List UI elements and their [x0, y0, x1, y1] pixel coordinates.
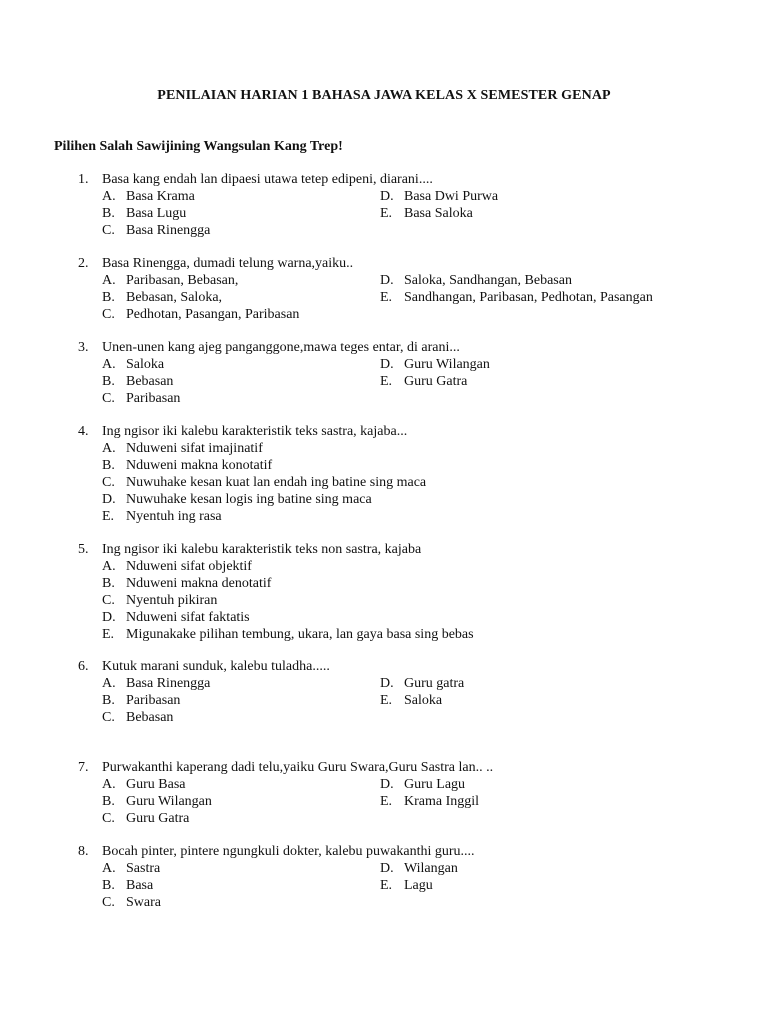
- option-letter: C.: [102, 223, 115, 238]
- page-title: PENILAIAN HARIAN 1 BAHASA JAWA KELAS X SEMESTER GENAP: [157, 88, 611, 103]
- option-letter: E.: [102, 509, 115, 524]
- option-letter: D.: [380, 777, 394, 792]
- question-number: 3.: [78, 340, 89, 355]
- option-text: Sandhangan, Paribasan, Pedhotan, Pasangan: [404, 290, 653, 305]
- option-letter: E.: [380, 374, 393, 389]
- question-text: Kutuk marani sunduk, kalebu tuladha.....: [102, 659, 330, 674]
- option-text: Paribasan: [126, 391, 181, 406]
- option-text: Nduweni sifat imajinatif: [126, 441, 263, 456]
- option-text: Nduweni sifat faktatis: [126, 610, 250, 625]
- option-letter: B.: [102, 576, 115, 591]
- option-text: Guru Wilangan: [126, 794, 212, 809]
- option-text: Basa Rinengga: [126, 223, 211, 238]
- option-letter: D.: [102, 610, 116, 625]
- question-text: Purwakanthi kaperang dadi telu,yaiku Guru Swara,Guru Sastra lan.. ..: [102, 760, 494, 775]
- option-letter: A.: [102, 861, 116, 876]
- option-text: Nyentuh ing rasa: [126, 509, 222, 524]
- option-text: Basa Rinengga: [126, 676, 211, 691]
- option-letter: B.: [102, 693, 115, 708]
- question-number: 8.: [78, 844, 89, 859]
- option-letter: E.: [102, 627, 115, 642]
- option-text: Paribasan, Bebasan,: [126, 273, 239, 288]
- option-text: Guru Lagu: [404, 777, 466, 792]
- option-letter: C.: [102, 811, 115, 826]
- option-text: Bebasan: [126, 710, 174, 725]
- option-letter: A.: [102, 441, 116, 456]
- option-letter: E.: [380, 693, 393, 708]
- option-text: Nduweni sifat objektif: [126, 559, 252, 574]
- question-text: Basa kang endah lan dipaesi utawa tetep edipeni, diarani....: [102, 172, 433, 187]
- option-letter: E.: [380, 878, 393, 893]
- option-letter: C.: [102, 475, 115, 490]
- question-number: 7.: [78, 760, 89, 775]
- option-text: Nuwuhake kesan kuat lan endah ing batine sing maca: [126, 475, 427, 490]
- option-letter: B.: [102, 290, 115, 305]
- option-text: Paribasan: [126, 693, 181, 708]
- option-text: Basa Krama: [126, 189, 195, 204]
- option-letter: D.: [380, 861, 394, 876]
- option-text: Basa Lugu: [126, 206, 187, 221]
- option-text: Bebasan: [126, 374, 174, 389]
- option-letter: B.: [102, 458, 115, 473]
- option-letter: A.: [102, 676, 116, 691]
- option-letter: B.: [102, 206, 115, 221]
- option-letter: D.: [380, 189, 394, 204]
- option-letter: E.: [380, 290, 393, 305]
- option-text: Wilangan: [404, 861, 458, 876]
- question-text: Bocah pinter, pintere ngungkuli dokter, kalebu puwakanthi guru....: [102, 844, 475, 859]
- option-letter: A.: [102, 777, 116, 792]
- option-letter: A.: [102, 273, 116, 288]
- option-text: Saloka: [404, 693, 443, 708]
- option-text: Migunakake pilihan tembung, ukara, lan gaya basa sing bebas: [126, 627, 474, 642]
- option-text: Guru Wilangan: [404, 357, 490, 372]
- question-number: 2.: [78, 256, 89, 271]
- instruction-text: Pilihen Salah Sawijining Wangsulan Kang Trep!: [54, 139, 343, 154]
- option-text: Saloka, Sandhangan, Bebasan: [404, 273, 572, 288]
- option-letter: C.: [102, 307, 115, 322]
- option-letter: C.: [102, 593, 115, 608]
- question-text: Unen-unen kang ajeg panganggone,mawa teges entar, di arani...: [102, 340, 460, 355]
- option-text: Guru gatra: [404, 676, 465, 691]
- option-text: Sastra: [126, 861, 161, 876]
- option-text: Guru Gatra: [404, 374, 468, 389]
- question-text: Ing ngisor iki kalebu karakteristik teks sastra, kajaba...: [102, 424, 408, 439]
- option-text: Nuwuhake kesan logis ing batine sing maca: [126, 492, 372, 507]
- option-letter: A.: [102, 559, 116, 574]
- option-text: Bebasan, Saloka,: [126, 290, 223, 305]
- option-text: Nduweni makna konotatif: [126, 458, 273, 473]
- option-text: Nduweni makna denotatif: [126, 576, 272, 591]
- question-number: 5.: [78, 542, 89, 557]
- option-letter: B.: [102, 794, 115, 809]
- option-text: Guru Gatra: [126, 811, 190, 826]
- question-number: 4.: [78, 424, 89, 439]
- option-letter: D.: [102, 492, 116, 507]
- option-letter: E.: [380, 794, 393, 809]
- option-text: Nyentuh pikiran: [126, 593, 218, 608]
- option-letter: C.: [102, 895, 115, 910]
- option-letter: E.: [380, 206, 393, 221]
- option-text: Guru Basa: [126, 777, 186, 792]
- option-text: Lagu: [404, 878, 433, 893]
- question-text: Ing ngisor iki kalebu karakteristik teks non sastra, kajaba: [102, 542, 422, 557]
- option-letter: A.: [102, 357, 116, 372]
- option-letter: D.: [380, 273, 394, 288]
- option-text: Basa: [126, 878, 154, 893]
- option-text: Basa Saloka: [404, 206, 473, 221]
- option-text: Swara: [126, 895, 161, 910]
- option-text: Krama Inggil: [404, 794, 480, 809]
- question-number: 1.: [78, 172, 89, 187]
- option-text: Saloka: [126, 357, 165, 372]
- option-letter: D.: [380, 357, 394, 372]
- option-letter: B.: [102, 878, 115, 893]
- option-letter: D.: [380, 676, 394, 691]
- option-letter: C.: [102, 710, 115, 725]
- question-number: 6.: [78, 659, 89, 674]
- option-text: Basa Dwi Purwa: [404, 189, 499, 204]
- question-text: Basa Rinengga, dumadi telung warna,yaiku..: [102, 256, 354, 271]
- option-letter: A.: [102, 189, 116, 204]
- option-letter: B.: [102, 374, 115, 389]
- option-text: Pedhotan, Pasangan, Paribasan: [126, 307, 300, 322]
- option-letter: C.: [102, 391, 115, 406]
